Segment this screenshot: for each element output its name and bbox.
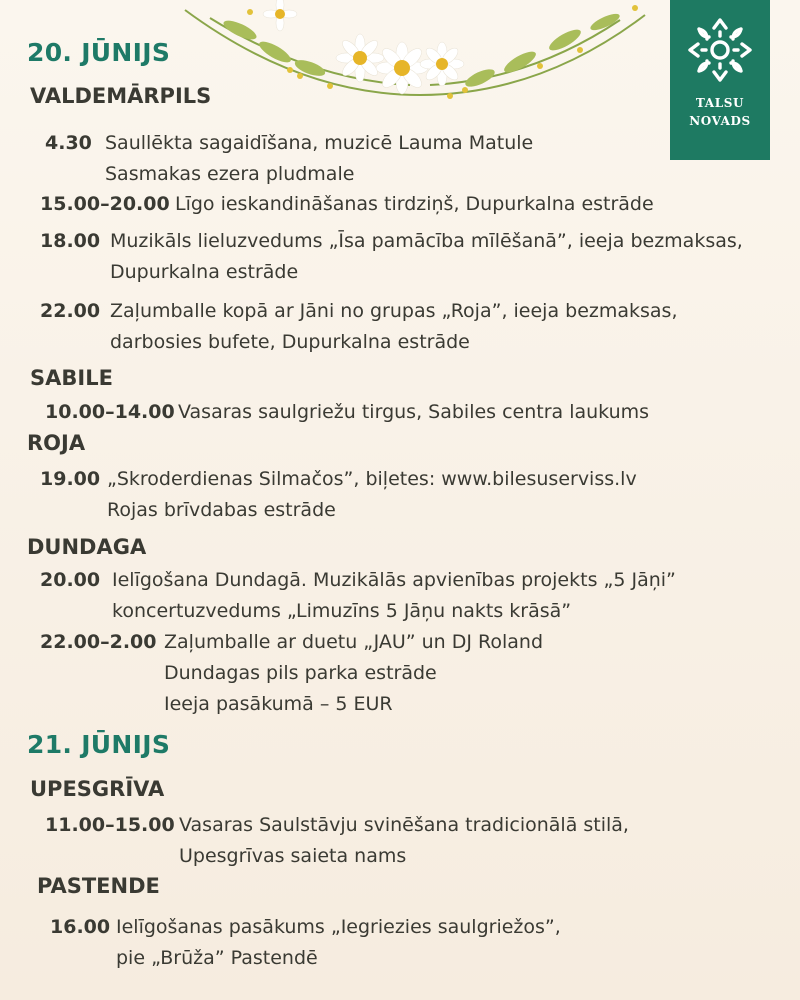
event-row	[40, 565, 676, 627]
place-heading: UPESGRĪVA	[30, 777, 165, 801]
event-time: 18.00	[40, 230, 101, 252]
event-description: Ieeja pasākumā – 5 EUR	[164, 693, 393, 715]
event-description: Ielīgošana Dundagā. Muzikālās apvienības projekts „5 Jāņi”	[112, 569, 676, 591]
event-description: Rojas brīvdabas estrāde	[107, 499, 336, 521]
event-time: 15.00–20.00	[40, 193, 170, 215]
event-description: Zaļumballe kopā ar Jāni no grupas „Roja”, ieeja bezmaksas,	[110, 300, 678, 322]
event-description: Dupurkalna estrāde	[110, 261, 299, 283]
event-description: Ielīgošanas pasākums „Iegriezies saulgriežos”,	[116, 916, 561, 938]
event-description: „Skroderdienas Silmačos”, biļetes: www.bilesuserviss.lv	[107, 468, 637, 490]
event-time: 10.00–14.00	[45, 401, 175, 423]
event-description: Dundagas pils parka estrāde	[164, 662, 437, 684]
event-description: Zaļumballe ar duetu „JAU” un DJ Roland	[164, 631, 544, 653]
event-row	[45, 128, 533, 190]
event-description: Vasaras Saulstāvju svinēšana tradicionālā stilā,	[179, 814, 629, 836]
event-description: Sasmakas ezera pludmale	[105, 163, 355, 185]
event-row	[40, 627, 543, 720]
place-heading: SABILE	[30, 366, 113, 390]
place-heading: ROJA	[27, 431, 86, 455]
event-row	[40, 226, 743, 288]
place-heading: VALDEMĀRPILS	[30, 84, 212, 108]
event-row	[40, 464, 637, 526]
event-time: 16.00	[50, 916, 111, 938]
event-time: 4.30	[45, 132, 92, 154]
event-time: 22.00	[40, 300, 101, 322]
event-description: Muzikāls lieluzvedums „Īsa pamācība mīlēšanā”, ieeja bezmaksas,	[110, 230, 743, 252]
event-time: 11.00–15.00	[45, 814, 175, 836]
event-row	[45, 397, 649, 428]
event-description: pie „Brūža” Pastendē	[116, 947, 318, 969]
daisy-wreath-icon	[180, 0, 650, 125]
event-description: Līgo ieskandināšanas tirdziņš, Dupurkalna estrāde	[175, 193, 654, 215]
event-description: Saullēkta sagaidīšana, muzicē Lauma Matule	[105, 132, 534, 154]
sun-ornament-icon	[684, 14, 756, 86]
logo-line-1: TALSU	[695, 96, 745, 110]
event-description: koncertuzvedums „Limuzīns 5 Jāņu nakts krāsā”	[112, 600, 572, 622]
event-time: 20.00	[40, 569, 101, 591]
event-time: 19.00	[40, 468, 101, 490]
event-row	[45, 810, 629, 872]
event-row	[40, 296, 678, 358]
date-heading: 20. JŪNIJS	[27, 38, 171, 67]
event-description: darbosies bufete, Dupurkalna estrāde	[110, 331, 470, 353]
event-time: 22.00–2.00	[40, 631, 157, 653]
place-heading: PASTENDE	[37, 874, 160, 898]
event-row	[50, 912, 561, 974]
place-heading: DUNDAGA	[27, 535, 147, 559]
event-row	[40, 189, 654, 220]
date-heading: 21. JŪNIJS	[27, 730, 171, 759]
event-description: Vasaras saulgriežu tirgus, Sabiles centra laukums	[178, 401, 650, 423]
logo-line-2: NOVADS	[689, 114, 751, 128]
talsu-novads-logo	[670, 0, 770, 160]
event-description: Upesgrīvas saieta nams	[179, 845, 407, 867]
